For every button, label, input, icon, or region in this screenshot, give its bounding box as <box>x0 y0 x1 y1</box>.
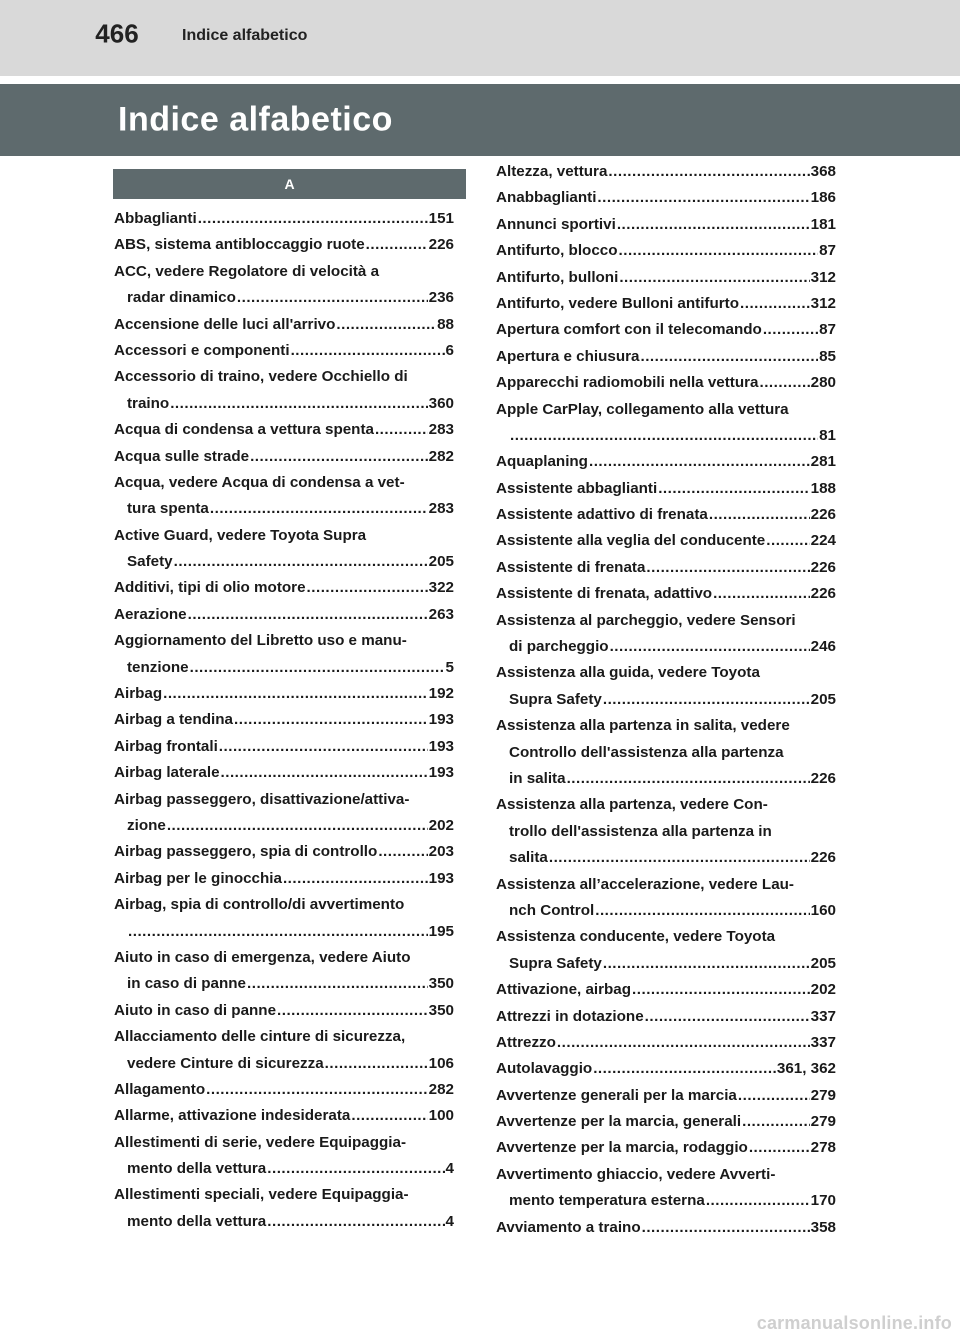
index-entry-page: 368 <box>810 163 836 180</box>
index-entry-page: 202 <box>428 816 454 834</box>
index-entry <box>114 707 454 733</box>
index-entry <box>496 291 836 317</box>
index-entry-text: Avvertenze per la marcia, generali <box>496 1113 742 1131</box>
index-entry-text: radar dinamico <box>127 289 236 307</box>
dot-leader <box>267 1156 444 1182</box>
index-entry-text: Avvertimento ghiaccio, vedere Avverti- <box>496 1165 776 1183</box>
index-entry-page: 350 <box>428 1001 454 1019</box>
index-entry-text: Allarme, attivazione indesiderata <box>114 1107 351 1125</box>
index-entry <box>496 819 836 845</box>
index-entry <box>114 338 454 364</box>
page-header-bar <box>0 0 960 76</box>
index-entry-text: salita <box>509 849 548 867</box>
index-entry-text: tura spenta <box>127 500 209 518</box>
index-entry <box>114 1209 454 1235</box>
index-entry-text: Apparecchi radiomobili nella vettura <box>496 374 759 392</box>
dot-leader <box>646 555 809 581</box>
index-entry <box>496 1162 836 1188</box>
index-entry <box>114 206 454 232</box>
index-entry-text: Assistenza al parcheggio, vedere Sensori <box>496 611 796 629</box>
index-entry <box>114 549 454 575</box>
index-entry <box>114 866 454 892</box>
index-entry-text: Allestimenti speciali, vedere Equipaggia- <box>114 1186 409 1204</box>
dot-leader <box>759 370 809 396</box>
index-entry-page: 337 <box>810 1033 836 1051</box>
index-entry <box>496 1030 836 1056</box>
index-entry-text: Avvertenze generali per la marcia <box>496 1086 737 1104</box>
index-entry-text: Accessori e componenti <box>114 341 290 359</box>
dot-leader <box>170 391 427 417</box>
index-entry-page: 246 <box>810 638 836 656</box>
index-entry-text: tenzione <box>127 658 189 676</box>
index-entry-page: 186 <box>810 189 836 207</box>
index-entry-page: 160 <box>810 901 836 919</box>
index-entry <box>496 1083 836 1109</box>
index-entry-text: Apertura comfort con il telecomando <box>496 321 762 339</box>
index-column-left <box>114 206 454 1235</box>
index-entry-text: Abbaglianti <box>114 210 197 227</box>
dot-leader <box>221 760 428 786</box>
index-entry <box>496 845 836 871</box>
index-entry-text: nch Control <box>509 901 595 919</box>
index-entry <box>114 945 454 971</box>
index-entry-text: trollo dell'assistenza alla partenza in <box>509 822 772 840</box>
index-entry-text: ACC, vedere Regolatore di velocità a <box>114 262 380 280</box>
index-entry-page: 193 <box>428 737 454 755</box>
index-entry-text: Attrezzo <box>496 1033 556 1051</box>
index-entry <box>114 787 454 813</box>
index-entry <box>114 681 454 707</box>
index-entry-text: Supra Safety <box>509 690 602 708</box>
index-entry-page: 236 <box>428 289 454 307</box>
dot-leader <box>617 212 810 238</box>
index-entry <box>114 312 454 338</box>
index-entry-text: Assistenza alla guida, vedere Toyota <box>496 664 760 682</box>
index-entry-page: 81 <box>819 426 836 444</box>
index-entry-text: Avviamento a traino <box>496 1218 641 1236</box>
index-entry-text: vedere Cinture di sicurezza <box>127 1054 324 1072</box>
index-entry-text: Aiuto in caso di emergenza, vedere Aiuto <box>114 948 411 966</box>
dot-leader <box>188 602 428 628</box>
index-entry-text: Airbag passeggero, disattivazione/attiva- <box>114 790 410 808</box>
watermark: carmanualsonline.info <box>756 1313 952 1333</box>
index-entry-text: Allacciamento delle cinture di sicurezza, <box>114 1028 406 1046</box>
page-number: 466 <box>95 18 139 49</box>
section-title: Indice alfabetico <box>118 100 393 139</box>
index-entry <box>496 898 836 924</box>
index-entry-text: Apertura e chiusura <box>496 347 640 365</box>
index-entry <box>496 370 836 396</box>
index-entry-text: Acqua di condensa a vettura spenta <box>114 421 374 439</box>
index-entry-text: ABS, sistema antibloccaggio ruote <box>114 236 365 254</box>
dot-leader <box>210 496 428 522</box>
dot-leader <box>250 444 428 470</box>
index-entry-page: 4 <box>445 1160 454 1178</box>
index-entry-text: Airbag passeggero, spia di controllo <box>114 843 378 861</box>
index-entry <box>114 417 454 443</box>
index-entry-page: 4 <box>445 1212 454 1230</box>
index-entry <box>114 1130 454 1156</box>
index-entry-page: 6 <box>445 341 454 359</box>
dot-leader <box>163 681 428 707</box>
index-entry-text: di parcheggio <box>509 638 609 656</box>
index-entry-text: Allestimenti di serie, vedere Equipaggia- <box>114 1133 407 1151</box>
index-entry-text: Antifurto, bulloni <box>496 268 619 286</box>
index-entry-text: Controllo dell'assistenza alla partenza <box>509 743 784 761</box>
dot-leader <box>742 1109 810 1135</box>
index-entry-text: Airbag laterale <box>114 764 220 782</box>
index-entry-text: Avvertenze per la marcia, rodaggio <box>496 1139 748 1157</box>
index-entry <box>496 766 836 792</box>
dot-leader <box>206 1077 428 1103</box>
index-entry <box>114 813 454 839</box>
index-entry <box>114 919 454 945</box>
index-entry <box>496 1056 836 1082</box>
dot-leader <box>247 971 428 997</box>
index-entry-page: 192 <box>428 685 454 703</box>
index-entry-page: 263 <box>428 605 454 623</box>
dot-leader <box>336 312 436 338</box>
index-entry <box>114 1182 454 1208</box>
index-entry-text: in caso di panne <box>127 975 246 993</box>
index-entry <box>114 602 454 628</box>
index-entry <box>114 655 454 681</box>
dot-leader <box>234 707 428 733</box>
index-entry-text: Assistenza alla partenza, vedere Con- <box>496 796 768 814</box>
index-entry-page: 203 <box>428 843 454 861</box>
dot-leader <box>267 1209 444 1235</box>
index-entry-text: Airbag <box>114 685 163 703</box>
index-entry-page: 5 <box>445 658 454 676</box>
dot-leader <box>706 1188 810 1214</box>
index-entry <box>496 792 836 818</box>
index-entry-text: Assistenza alla partenza in salita, vedere <box>496 717 790 735</box>
index-entry-page: 193 <box>428 711 454 729</box>
index-entry-text: Attivazione, airbag <box>496 981 632 999</box>
dot-leader <box>128 919 428 945</box>
dot-leader <box>567 766 810 792</box>
index-entry <box>114 470 454 496</box>
index-entry-page: 322 <box>428 579 454 597</box>
dot-leader <box>277 998 428 1024</box>
dot-leader <box>713 581 810 607</box>
index-entry <box>114 259 454 285</box>
dot-leader <box>640 344 818 370</box>
index-entry <box>114 971 454 997</box>
index-entry <box>496 449 836 475</box>
index-entry-text: Airbag per le ginocchia <box>114 869 282 887</box>
index-entry-text: Attrezzi in dotazione <box>496 1007 644 1025</box>
index-entry <box>114 391 454 417</box>
dot-leader <box>709 502 810 528</box>
index-entry-text: Acqua, vedere Acqua di condensa a vet- <box>114 473 405 491</box>
dot-leader <box>351 1103 427 1129</box>
index-entry <box>114 892 454 918</box>
index-entry-text: Acqua sulle strade <box>114 447 250 465</box>
dot-leader <box>593 1056 776 1082</box>
index-entry <box>114 575 454 601</box>
index-entry-text: Altezza, vettura <box>496 163 608 180</box>
index-entry-text: Allagamento <box>114 1080 206 1098</box>
index-entry-text: Assistente di frenata <box>496 558 646 576</box>
index-entry <box>114 1024 454 1050</box>
index-entry-page: 279 <box>810 1086 836 1104</box>
index-entry-text: Supra Safety <box>509 954 602 972</box>
index-entry <box>496 687 836 713</box>
index-entry-page: 205 <box>810 954 836 972</box>
index-entry <box>496 344 836 370</box>
index-entry-text: Accessorio di traino, vedere Occhiello di <box>114 368 408 386</box>
index-entry <box>496 1135 836 1161</box>
running-header-title: Indice alfabetico <box>182 27 308 44</box>
index-entry-text: Assistente abbaglianti <box>496 479 658 497</box>
index-entry-page: 193 <box>428 869 454 887</box>
dot-leader <box>190 655 445 681</box>
index-entry-page: 88 <box>437 315 454 333</box>
index-entry <box>496 238 836 264</box>
index-entry <box>496 634 836 660</box>
index-entry-page: 312 <box>810 294 836 312</box>
index-entry <box>114 444 454 470</box>
index-entry <box>114 285 454 311</box>
dot-leader <box>549 845 810 871</box>
index-entry-page: 181 <box>810 215 836 233</box>
index-entry <box>114 364 454 390</box>
dot-leader <box>589 449 810 475</box>
index-entry-text: traino <box>127 394 170 412</box>
index-entry-page: 87 <box>819 321 836 339</box>
dot-leader <box>658 476 809 502</box>
dot-leader <box>766 528 809 554</box>
dot-leader <box>749 1135 810 1161</box>
dot-leader <box>167 813 428 839</box>
index-entry-text: Annunci sportivi <box>496 215 616 233</box>
index-entry-text: Assistenza all’accelerazione, vedere Lau- <box>496 875 794 893</box>
dot-leader <box>557 1030 810 1056</box>
index-entry <box>496 502 836 528</box>
index-entry <box>114 1051 454 1077</box>
index-entry-text: in salita <box>509 769 566 787</box>
index-entry <box>496 212 836 238</box>
index-entry <box>496 977 836 1003</box>
index-entry-page: 278 <box>810 1139 836 1157</box>
index-entry-page: 282 <box>428 447 454 465</box>
index-entry <box>114 1103 454 1129</box>
index-entry <box>114 734 454 760</box>
index-entry <box>496 951 836 977</box>
index-entry <box>496 555 836 581</box>
dot-leader <box>597 185 809 211</box>
dot-leader <box>378 839 427 865</box>
index-entry-page: 358 <box>810 1218 836 1236</box>
index-entry-page: 170 <box>810 1192 836 1210</box>
dot-leader <box>375 417 428 443</box>
index-entry <box>496 423 836 449</box>
index-entry-text: Assistente adattivo di frenata <box>496 506 708 524</box>
dot-leader <box>619 238 819 264</box>
index-entry-page: 226 <box>428 236 454 254</box>
index-entry-text: mento della vettura <box>127 1160 267 1178</box>
index-entry <box>114 496 454 522</box>
index-entry-page: 202 <box>810 981 836 999</box>
dot-leader <box>307 575 428 601</box>
index-entry <box>496 528 836 554</box>
index-entry-text: Accensione delle luci all'arrivo <box>114 315 336 333</box>
index-entry-page: 87 <box>819 242 836 260</box>
index-entry <box>114 1156 454 1182</box>
dot-leader <box>283 866 428 892</box>
index-entry-text: Airbag a tendina <box>114 711 233 729</box>
index-entry <box>496 872 836 898</box>
index-entry <box>496 608 836 634</box>
letter-section-header: A <box>113 169 466 199</box>
index-entry-text: Antifurto, vedere Bulloni antifurto <box>496 294 739 312</box>
index-entry-page: 226 <box>810 849 836 867</box>
dot-leader <box>763 317 818 343</box>
index-entry <box>496 317 836 343</box>
index-entry-page: 193 <box>428 764 454 782</box>
index-entry-page: 205 <box>810 690 836 708</box>
index-entry <box>114 760 454 786</box>
index-entry <box>114 523 454 549</box>
index-entry-text: zione <box>127 816 166 834</box>
dot-leader <box>219 734 428 760</box>
dot-leader <box>595 898 809 924</box>
index-entry <box>496 476 836 502</box>
dot-leader <box>325 1051 428 1077</box>
dot-leader <box>738 1083 810 1109</box>
dot-leader <box>198 206 428 232</box>
index-entry-page: 283 <box>428 500 454 518</box>
dot-leader <box>632 977 810 1003</box>
index-entry-page: 350 <box>428 975 454 993</box>
index-entry <box>496 581 836 607</box>
dot-leader <box>619 265 809 291</box>
index-entry <box>114 839 454 865</box>
index-entry <box>496 185 836 211</box>
index-entry <box>496 159 836 185</box>
index-entry-page: 279 <box>810 1113 836 1131</box>
dot-leader <box>642 1215 810 1241</box>
dot-leader <box>366 232 428 258</box>
index-entry-page: 226 <box>810 585 836 603</box>
index-entry <box>496 660 836 686</box>
index-entry-page: 360 <box>428 394 454 412</box>
index-entry-page: 226 <box>810 558 836 576</box>
index-entry-text: Apple CarPlay, collegamento alla vettura <box>496 400 789 418</box>
index-entry-text: Antifurto, blocco <box>496 242 618 260</box>
index-entry-text: mento della vettura <box>127 1212 267 1230</box>
index-entry-page: 226 <box>810 506 836 524</box>
index-entry <box>496 1188 836 1214</box>
index-entry-text: Safety <box>127 553 173 571</box>
dot-leader <box>603 687 810 713</box>
index-entry-text: Assistente alla veglia del conducente <box>496 532 766 550</box>
index-entry-page: 100 <box>428 1107 454 1125</box>
dot-leader <box>740 291 810 317</box>
section-title-bar <box>0 84 960 156</box>
index-entry-text: Additivi, tipi di olio motore <box>114 579 306 597</box>
index-entry-page: 312 <box>810 268 836 286</box>
index-entry <box>496 1215 836 1241</box>
index-entry-page: 195 <box>428 922 454 940</box>
index-entry <box>496 1004 836 1030</box>
index-entry-text: Airbag, spia di controllo/di avvertimento <box>114 896 405 914</box>
dot-leader <box>645 1004 810 1030</box>
dot-leader <box>608 159 809 185</box>
index-entry <box>496 397 836 423</box>
dot-leader <box>237 285 428 311</box>
index-entry <box>496 924 836 950</box>
index-entry <box>496 713 836 739</box>
index-entry-text: Assistenza conducente, vedere Toyota <box>496 928 776 946</box>
index-entry-page: 282 <box>428 1080 454 1098</box>
dot-leader <box>610 634 810 660</box>
index-entry-page: 188 <box>810 479 836 497</box>
index-entry-page: 151 <box>428 210 454 227</box>
index-entry <box>114 628 454 654</box>
index-entry-page: 280 <box>810 374 836 392</box>
dot-leader <box>603 951 810 977</box>
index-entry-text: Aquaplaning <box>496 453 588 471</box>
index-entry-text: Aiuto in caso di panne <box>114 1001 277 1019</box>
index-entry <box>496 1109 836 1135</box>
index-entry-page: 281 <box>810 453 836 471</box>
index-entry-text: Aerazione <box>114 605 187 623</box>
dot-leader <box>174 549 428 575</box>
index-entry-page: 283 <box>428 421 454 439</box>
index-entry-page: 226 <box>810 769 836 787</box>
index-entry-text: Airbag frontali <box>114 737 218 755</box>
index-entry-page: 85 <box>819 347 836 365</box>
index-entry-text: Assistente di frenata, adattivo <box>496 585 713 603</box>
index-entry <box>114 232 454 258</box>
index-entry-page: 337 <box>810 1007 836 1025</box>
dot-leader <box>291 338 445 364</box>
index-entry-page: 224 <box>810 532 836 550</box>
index-entry <box>496 265 836 291</box>
dot-leader <box>510 423 818 449</box>
index-entry-page: 106 <box>428 1054 454 1072</box>
index-entry-text: Autolavaggio <box>496 1060 593 1078</box>
index-entry <box>114 998 454 1024</box>
index-entry-text: Anabbaglianti <box>496 189 597 207</box>
index-entry-text: mento temperatura esterna <box>509 1192 705 1210</box>
index-entry <box>114 1077 454 1103</box>
index-entry-page: 205 <box>428 553 454 571</box>
index-entry-page: 361, 362 <box>776 1060 836 1078</box>
index-entry-text: Aggiornamento del Libretto uso e manu- <box>114 632 407 650</box>
index-column-right <box>496 159 836 1241</box>
index-entry-text: Active Guard, vedere Toyota Supra <box>114 526 367 544</box>
index-entry <box>496 740 836 766</box>
